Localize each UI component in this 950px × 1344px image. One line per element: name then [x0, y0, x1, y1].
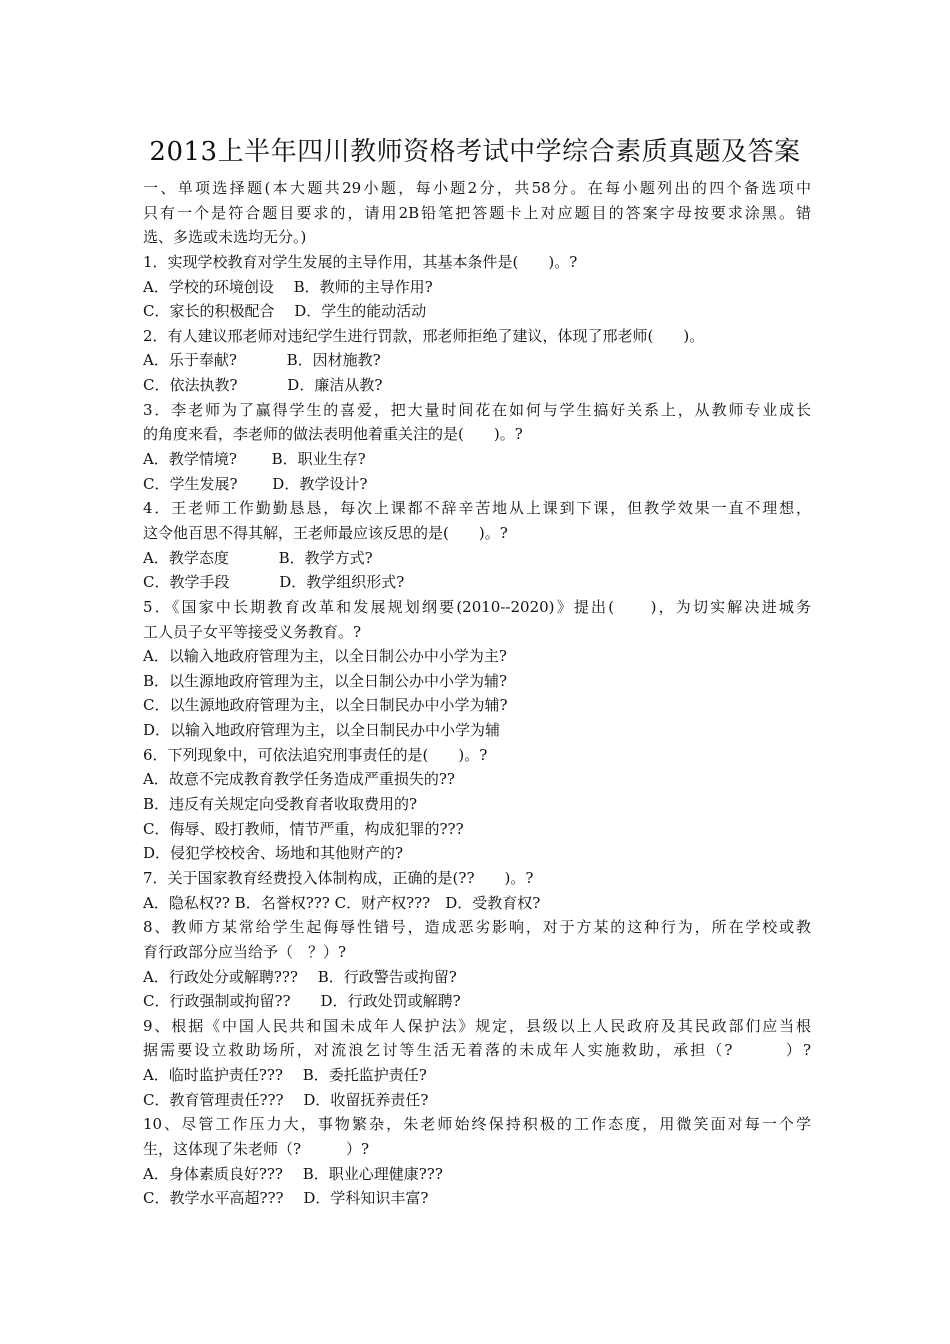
- text-line: A．教学态度 B．教学方式?: [143, 548, 373, 567]
- text-line: 一、单项选择题(本大题共29小题，每小题2分，共58分。在每小题列出的四个备选项中: [143, 179, 811, 197]
- text-line: C．教学水平高超??? D．学科知识丰富?: [143, 1189, 429, 1208]
- text-line: D．侵犯学校校舍、场地和其他财产的?: [143, 844, 404, 863]
- text-line: C．学生发展? D．教学设计?: [143, 474, 368, 493]
- text-line: 2．有人建议邢老师对违纪学生进行罚款，邢老师拒绝了建议，体现了邢老师( )。: [143, 326, 705, 345]
- text-line: C．行政强制或拘留?? D．行政处罚或解聘?: [143, 992, 461, 1011]
- text-line: 6．下列现象中，可依法追究刑事责任的是( )。?: [143, 745, 488, 764]
- text-line: 这令他百思不得其解，王老师最应该反思的是( )。?: [143, 523, 508, 542]
- text-line: A．故意不完成教育教学任务造成严重损失的??: [143, 770, 455, 789]
- document-body: [143, 176, 811, 1211]
- text-line: C．依法执教? D．廉洁从教?: [143, 376, 383, 395]
- text-line: 10、尽管工作压力大，事物繁杂，朱老师始终保持积极的工作态度，用微笑面对每一个学: [143, 1115, 811, 1134]
- text-line: 选、多选或未选均无分。): [143, 228, 307, 247]
- text-line: 的角度来看，李老师的做法表明他着重关注的是( )。?: [143, 425, 523, 444]
- document-title: 2013上半年四川教师资格考试中学综合素质真题及答案: [149, 137, 801, 167]
- text-line: 1．实现学校教育对学生发展的主导作用，其基本条件是( )。?: [143, 252, 578, 271]
- text-line: 8、教师方某常给学生起侮辱性错号，造成恶劣影响，对于方某的这种行为，所在学校或教: [143, 918, 811, 937]
- text-line: 只有一个是符合题目要求的，请用2B铅笔把答题卡上对应题目的答案字母按要求涂黑。错: [143, 203, 811, 222]
- text-line: A．临时监护责任??? B．委托监护责任?: [143, 1066, 427, 1085]
- text-line: B．违反有关规定向受教育者收取费用的?: [143, 795, 418, 814]
- text-line: A．行政处分或解聘??? B．行政警告或拘留?: [143, 967, 457, 986]
- text-line: A．隐私权?? B．名誉权??? C．财产权??? D．受教育权?: [143, 893, 541, 912]
- text-line: 3．李老师为了赢得学生的喜爱，把大量时间花在如何与学生搞好关系上，从教师专业成长: [143, 400, 811, 419]
- text-line: C．侮辱、殴打教师，情节严重，构成犯罪的???: [143, 819, 464, 838]
- text-line: 育行政部分应当给予（ ？）?: [143, 942, 347, 961]
- text-line: C．家长的积极配合 D．学生的能动活动: [143, 302, 427, 321]
- text-line: 4．王老师工作勤勤恳恳，每次上课都不辞辛苦地从上课到下课，但教学效果一直不理想，: [143, 499, 811, 518]
- text-line: A．学校的环境创设 B．教师的主导作用?: [143, 277, 433, 296]
- text-line: 5．《国家中长期教育改革和发展规划纲要(2010--2020)》提出( )，为切实解决进城务: [143, 597, 811, 616]
- text-line: 工人员子女平等接受义务教育。?: [143, 622, 362, 641]
- text-line: D．以输入地政府管理为主，以全日制民办中小学为辅: [143, 721, 501, 740]
- text-line: A．以输入地政府管理为主，以全日制公办中小学为主?: [143, 647, 507, 666]
- text-line: C．教学手段 D．教学组织形式?: [143, 573, 405, 592]
- text-line: 生，这体现了朱老师（? ）?: [143, 1139, 370, 1158]
- text-line: A．身体素质良好??? B．职业心理健康???: [143, 1164, 443, 1183]
- text-line: A．教学情境? B．职业生存?: [143, 450, 366, 469]
- text-line: 据需要设立救助场所，对流浪乞讨等生活无着落的未成年人实施救助，承担（? ）?: [143, 1041, 811, 1060]
- text-line: A．乐于奉献? B．因材施教?: [143, 351, 381, 370]
- text-line: C．教育管理责任??? D．收留抚养责任?: [143, 1090, 429, 1109]
- text-line: 9、根据《中国人民共和国未成年人保护法》规定，县级以上人民政府及其民政部们应当根: [143, 1016, 811, 1035]
- text-line: C．以生源地政府管理为主，以全日制民办中小学为辅?: [143, 696, 508, 715]
- text-line: B．以生源地政府管理为主，以全日制公办中小学为辅?: [143, 671, 508, 690]
- text-line: 7．关于国家教育经费投入体制构成，正确的是(?? )。?: [143, 868, 534, 887]
